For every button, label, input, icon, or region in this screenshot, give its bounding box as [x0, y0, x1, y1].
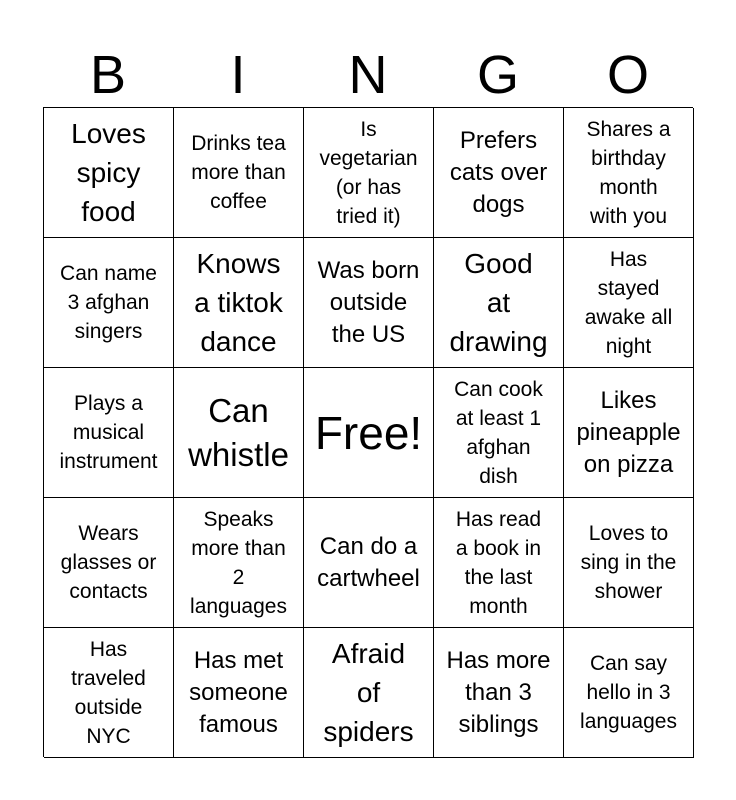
bingo-cell[interactable]: [434, 498, 564, 628]
bingo-cell[interactable]: [564, 628, 694, 758]
cell-text: Can whistle: [188, 391, 289, 473]
bingo-cell[interactable]: [304, 238, 434, 368]
free-space-text: Free!: [314, 406, 423, 459]
header-letter-b: B: [89, 45, 127, 105]
cell-text: Knows a tiktok dance: [194, 248, 283, 357]
bingo-cell[interactable]: [174, 498, 304, 628]
bingo-cell[interactable]: [44, 238, 174, 368]
bingo-cell[interactable]: [564, 238, 694, 368]
bingo-cell[interactable]: [44, 108, 174, 238]
cell-text: Has more than 3 siblings: [446, 646, 551, 738]
cell-text: Has traveled outside NYC: [71, 637, 146, 748]
bingo-cell[interactable]: [304, 498, 434, 628]
bingo-cell[interactable]: [304, 108, 434, 238]
cell-text: Can say hello in 3 languages: [580, 652, 677, 733]
cell-text: Was born outside the US: [317, 256, 420, 348]
bingo-cell[interactable]: [44, 498, 174, 628]
bingo-cell[interactable]: [174, 368, 304, 498]
bingo-cell[interactable]: [44, 628, 174, 758]
cell-text: Can do a cartwheel: [317, 532, 420, 592]
bingo-cell[interactable]: [564, 108, 694, 238]
cell-text: Speaks more than 2 languages: [190, 507, 287, 618]
bingo-cell[interactable]: [564, 498, 694, 628]
bingo-cell[interactable]: [174, 238, 304, 368]
free-space-cell[interactable]: [304, 368, 434, 498]
header-letter-n: N: [348, 45, 388, 105]
bingo-cell[interactable]: [174, 628, 304, 758]
bingo-cell[interactable]: [564, 368, 694, 498]
cell-text: Loves to sing in the shower: [580, 522, 677, 603]
cell-text: Has read a book in the last month: [455, 507, 542, 618]
bingo-cell[interactable]: [434, 238, 564, 368]
cell-text: Plays a musical instrument: [59, 392, 158, 473]
header-letter-g: G: [476, 45, 519, 105]
cell-text: Good at drawing: [449, 248, 548, 357]
cell-text: Can cook at least 1 afghan dish: [454, 377, 543, 488]
cell-text: Likes pineapple on pizza: [576, 386, 681, 478]
cell-text: Loves spicy food: [71, 118, 146, 227]
bingo-cell[interactable]: [174, 108, 304, 238]
header-letter-i: I: [230, 45, 246, 105]
cell-text: Has stayed awake all night: [584, 247, 673, 358]
bingo-cell[interactable]: [44, 368, 174, 498]
cell-text: Has met someone famous: [189, 646, 288, 738]
bingo-header: [43, 40, 693, 108]
cell-text: Prefers cats over dogs: [449, 126, 548, 218]
cell-text: Drinks tea more than coffee: [191, 132, 286, 213]
cell-text: Shares a birthday month with you: [586, 117, 671, 228]
cell-text: Afraid of spiders: [323, 638, 414, 747]
cell-text: Can name 3 afghan singers: [60, 262, 157, 343]
header-letter-o: O: [606, 45, 649, 105]
bingo-cell[interactable]: [434, 368, 564, 498]
bingo-cell[interactable]: [434, 108, 564, 238]
bingo-board: [43, 107, 693, 757]
bingo-cell[interactable]: [434, 628, 564, 758]
bingo-cell[interactable]: [304, 628, 434, 758]
cell-text: Wears glasses or contacts: [60, 522, 157, 603]
cell-text: Is vegetarian (or has tried it): [319, 117, 418, 228]
